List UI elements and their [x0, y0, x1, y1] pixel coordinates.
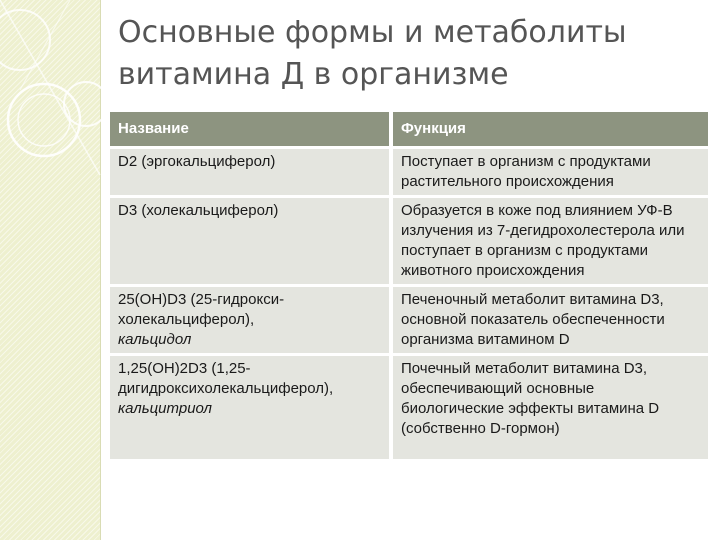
table-row: [110, 286, 708, 355]
slide-title-line-1: Основные формы и метаболиты: [118, 15, 627, 50]
cell-function: Образуется в коже под влиянием УФ-В излучения из 7-дегидрохолестерола или поступает в организм с продуктами животного происхождения: [391, 197, 708, 286]
cell-name: [110, 197, 391, 286]
table-header-row: [110, 112, 708, 148]
cell-function: Печеночный метаболит витамина D3, основной показатель обеспеченности организма витамином D: [391, 286, 708, 355]
form-alias: кальцидол: [118, 331, 192, 348]
header-name: Название: [110, 112, 391, 148]
decorative-circles-graphic: [0, 0, 110, 200]
form-name: D2 (эргокальциферол): [118, 153, 276, 170]
slide-title: [118, 12, 698, 96]
cell-function: Поступает в организм с продуктами растительного происхождения: [391, 148, 708, 197]
form-name: 1,25(OH)2D3 (1,25-дигидроксихолекальциферол),: [118, 360, 334, 397]
form-name: D3 (холекальциферол): [118, 202, 279, 219]
cell-function: Почечный метаболит витамина D3, обеспечивающий основные биологические эффекты витамина D (собственно D-гормон): [391, 355, 708, 460]
slide-title-line-2: витамина Д в организме: [118, 57, 509, 92]
vitamin-d-table: [110, 112, 708, 459]
table-row: [110, 148, 708, 197]
cell-name: [110, 355, 391, 460]
table-row: [110, 197, 708, 286]
cell-name: [110, 148, 391, 197]
form-name: 25(OH)D3 (25-гидрокси-холекальциферол),: [118, 291, 285, 328]
cell-name: [110, 286, 391, 355]
form-alias: кальцитриол: [118, 400, 213, 417]
header-function: Функция: [391, 112, 708, 148]
table-row: [110, 355, 708, 460]
